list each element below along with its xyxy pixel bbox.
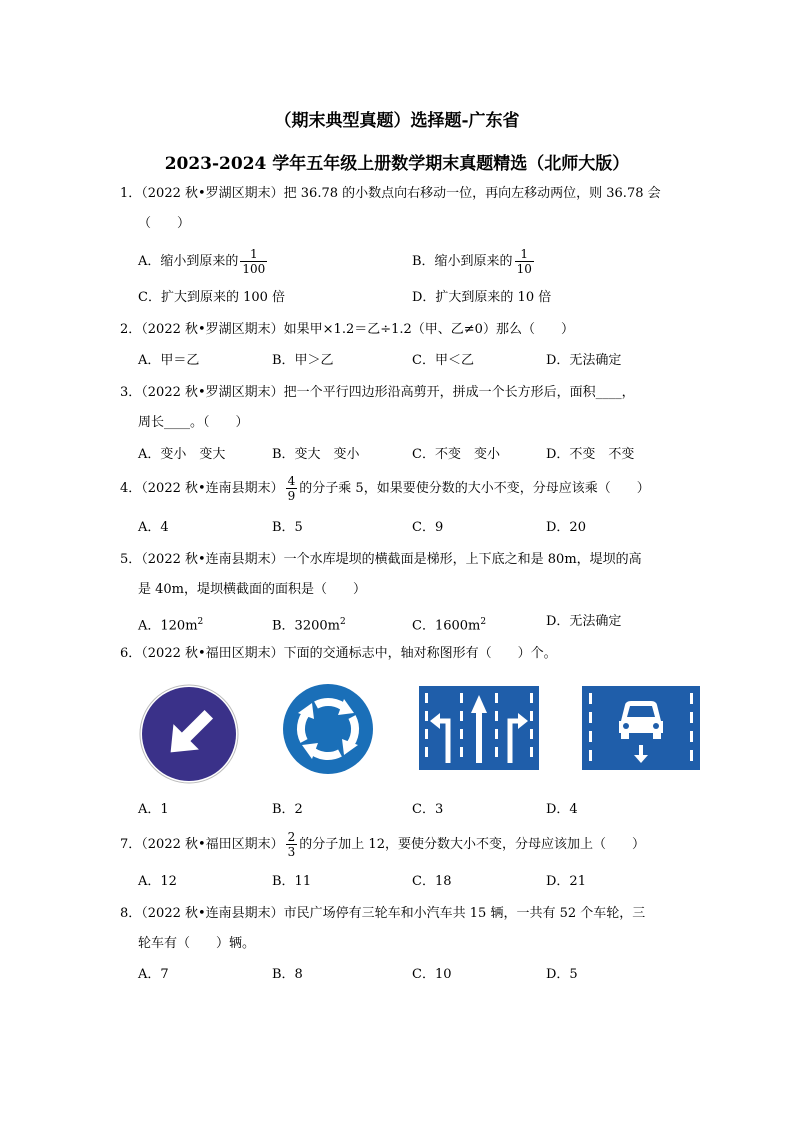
question-3-stem: 3．（2022 秋•罗湖区期末）把一个平行四边形沿高剪开，拼成一个长方形后，面积____， [120, 385, 635, 400]
question-2-stem: 2．（2022 秋•罗湖区期末）如果甲×1.2＝乙÷1.2（甲、乙≠0）那么（ ） [120, 322, 574, 337]
question-6-stem: 6．（2022 秋•福田区期末）下面的交通标志中，轴对称图形有（ ）个。 [120, 646, 557, 661]
question-6-option-b: B．2 [272, 802, 303, 817]
question-8-stem: 8．（2022 秋•连南县期末）市民广场停有三轮车和小汽车共 15 辆，一共有 52 个车轮，三 [120, 906, 646, 921]
question-5-stem: 5．（2022 秋•连南县期末）一个水库堤坝的横截面是梯形，上下底之和是 80m，堤坝的高 [120, 552, 642, 567]
question-4-stem: 4．（2022 秋•连南县期末） $\frac{4}{9}$ 的分子乘 5，如果要使分数的大小不变，分母应该乘（ ） [120, 474, 650, 503]
lane-direction-sign-icon [416, 683, 542, 773]
question-4-option-d: D．20 [546, 520, 586, 535]
question-1-option-d: D．扩大到原来的 10 倍 [412, 290, 552, 305]
question-5-option-d: D．无法确定 [546, 614, 622, 629]
question-2-option-d: D．无法确定 [546, 353, 622, 368]
question-6-option-c: C．3 [412, 802, 444, 817]
question-4-option-c: C．9 [412, 520, 444, 535]
doc-title-line2: 2023-2024 学年五年级上册数学期末真题精选（北师大版） [164, 154, 630, 174]
question-4-option-b: B．5 [272, 520, 303, 535]
doc-title-line1: （期末典型真题）选择题-广东省 [274, 111, 520, 131]
question-5-stem-cont: 是 40m，堤坝横截面的面积是（ ） [138, 582, 367, 597]
question-8-stem-cont: 轮车有（ ）辆。 [138, 936, 256, 951]
question-1-option-a: A．缩小到原来的 $\frac{1}{100}$ [138, 247, 266, 276]
question-7-stem: 7．（2022 秋•福田区期末） $\frac{2}{3}$ 的分子加上 12，要使分数大小不变，分母应该加上（ ） [120, 830, 645, 859]
question-3-option-d: D．不变 不变 [546, 447, 635, 462]
question-1-option-c: C．扩大到原来的 100 倍 [138, 290, 286, 305]
roundabout-sign-icon [280, 681, 376, 777]
arrow-down-left-sign-icon [138, 683, 240, 785]
car-lane-sign-icon [579, 683, 703, 773]
question-8-option-d: D．5 [546, 967, 578, 982]
question-2-option-a: A．甲＝乙 [138, 353, 200, 368]
question-1-option-b: B．缩小到原来的 $\frac{1}{10}$ [412, 247, 532, 276]
question-2-option-c: C．甲＜乙 [412, 353, 474, 368]
question-8-option-c: C．10 [412, 967, 452, 982]
question-5-option-c: C．$1600m^2$ [412, 617, 487, 634]
question-2-option-b: B．甲＞乙 [272, 353, 334, 368]
question-1-stem-cont: （ ） [138, 216, 191, 231]
question-3-option-a: A．变小 变大 [138, 447, 226, 462]
question-3-option-c: C．不变 变小 [412, 447, 500, 462]
question-3-stem-cont: 周长____。（ ） [138, 415, 249, 430]
question-6-option-d: D．4 [546, 802, 578, 817]
question-7-option-d: D．21 [546, 874, 586, 889]
question-1-stem: 1．（2022 秋•罗湖区期末）把 36.78 的小数点向右移动一位，再向左移动两位，则 36.78 会 [120, 186, 661, 201]
question-5-option-b: B．$3200m^2$ [272, 617, 346, 634]
question-6-option-a: A．1 [138, 802, 169, 817]
question-8-option-b: B．8 [272, 967, 303, 982]
question-7-option-b: B．11 [272, 874, 312, 889]
question-4-option-a: A．4 [138, 520, 169, 535]
question-7-option-a: A．12 [138, 874, 177, 889]
question-3-option-b: B．变大 变小 [272, 447, 360, 462]
question-8-option-a: A．7 [138, 967, 169, 982]
question-7-option-c: C．18 [412, 874, 452, 889]
question-5-option-a: A．$120m^2$ [138, 617, 204, 634]
